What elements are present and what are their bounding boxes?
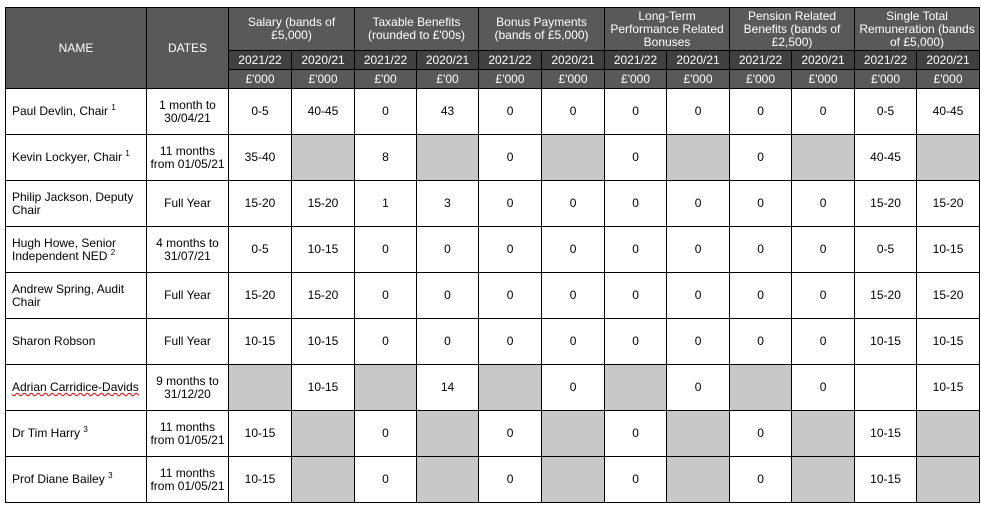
value-cell: 14 xyxy=(417,365,479,411)
value-cell: 15-20 xyxy=(229,181,292,227)
value-cell: 0 xyxy=(730,457,792,503)
value-cell: 0 xyxy=(667,319,730,365)
header-year: 2021/22 xyxy=(730,51,792,70)
member-name-cell xyxy=(6,319,147,365)
value-cell: 0 xyxy=(479,227,542,273)
member-name-cell xyxy=(6,457,147,503)
value-cell: 10-15 xyxy=(855,319,917,365)
value-cell: 0 xyxy=(730,227,792,273)
member-name: Philip Jackson, Deputy Chair xyxy=(12,189,134,217)
value-cell: 0 xyxy=(417,227,479,273)
value-cell: 0 xyxy=(605,273,667,319)
not-applicable-cell xyxy=(730,365,792,411)
value-cell: 0 xyxy=(605,319,667,365)
not-applicable-cell xyxy=(542,411,605,457)
footnote-marker: 2 xyxy=(110,247,116,257)
value-cell xyxy=(855,365,917,411)
value-cell: 0 xyxy=(355,89,417,135)
not-applicable-cell xyxy=(605,365,667,411)
value-cell: 0 xyxy=(542,319,605,365)
header-year: 2020/21 xyxy=(292,51,355,70)
value-cell: 0 xyxy=(479,411,542,457)
value-cell: 0 xyxy=(730,319,792,365)
value-cell: 0 xyxy=(542,227,605,273)
table-row xyxy=(6,89,980,135)
header-name: NAME xyxy=(6,8,147,89)
value-cell: 10-15 xyxy=(855,457,917,503)
header-group-long-term-bonuses: Long-Term Performance Related Bonuses xyxy=(605,8,730,51)
value-cell: 0 xyxy=(667,273,730,319)
member-name: Kevin Lockyer, Chair xyxy=(12,150,123,164)
not-applicable-cell xyxy=(355,365,417,411)
not-applicable-cell xyxy=(417,135,479,181)
value-cell: 0 xyxy=(792,181,855,227)
member-name-cell xyxy=(6,181,147,227)
value-cell: 0 xyxy=(479,89,542,135)
header-year: 2020/21 xyxy=(417,51,479,70)
value-cell: 8 xyxy=(355,135,417,181)
value-cell: 0 xyxy=(355,319,417,365)
value-cell: 0 xyxy=(605,181,667,227)
header-unit: £'000 xyxy=(542,70,605,89)
value-cell: 0 xyxy=(730,273,792,319)
remuneration-table xyxy=(5,7,980,503)
header-unit: £'000 xyxy=(667,70,730,89)
value-cell: 0 xyxy=(792,365,855,411)
dates-cell: Full Year xyxy=(147,319,229,365)
footnote-marker: 1 xyxy=(125,149,130,158)
member-name: Dr Tim Harry xyxy=(12,426,80,440)
value-cell: 35-40 xyxy=(229,135,292,181)
not-applicable-cell xyxy=(792,457,855,503)
value-cell: 0 xyxy=(605,411,667,457)
value-cell: 10-15 xyxy=(917,319,980,365)
value-cell: 0 xyxy=(730,181,792,227)
header-group-pension-benefits: Pension Related Benefits (bands of £2,500) xyxy=(730,8,855,51)
not-applicable-cell xyxy=(542,457,605,503)
value-cell: 0 xyxy=(355,273,417,319)
footnote-marker: 3 xyxy=(83,425,88,434)
value-cell: 0 xyxy=(667,227,730,273)
header-unit: £'000 xyxy=(479,70,542,89)
header-year: 2020/21 xyxy=(542,51,605,70)
value-cell: 1 xyxy=(355,181,417,227)
value-cell: 10-15 xyxy=(229,457,292,503)
value-cell: 0 xyxy=(417,319,479,365)
header-unit: £'000 xyxy=(855,70,917,89)
not-applicable-cell xyxy=(667,411,730,457)
value-cell: 15-20 xyxy=(292,181,355,227)
table-row xyxy=(6,135,980,181)
not-applicable-cell xyxy=(292,411,355,457)
value-cell: 0-5 xyxy=(855,89,917,135)
value-cell: 0 xyxy=(792,89,855,135)
header-year: 2020/21 xyxy=(667,51,730,70)
not-applicable-cell xyxy=(917,411,980,457)
member-name: Adrian Carridice-Davids xyxy=(12,380,139,394)
value-cell: 0-5 xyxy=(229,89,292,135)
not-applicable-cell xyxy=(229,365,292,411)
value-cell: 10-15 xyxy=(917,227,980,273)
header-group-bonus-payments: Bonus Payments (bands of £5,000) xyxy=(479,8,605,51)
value-cell: 15-20 xyxy=(855,181,917,227)
value-cell: 0 xyxy=(792,227,855,273)
header-unit: £'000 xyxy=(917,70,980,89)
header-group-single-total: Single Total Remuneration (bands of £5,000) xyxy=(855,8,980,51)
header-group-taxable-benefits: Taxable Benefits (rounded to £'00s) xyxy=(355,8,479,51)
table-row xyxy=(6,365,980,411)
value-cell: 15-20 xyxy=(855,273,917,319)
footnote-marker: 3 xyxy=(108,471,113,480)
value-cell: 0 xyxy=(542,181,605,227)
dates-cell: Full Year xyxy=(147,273,229,319)
header-year: 2021/22 xyxy=(479,51,542,70)
value-cell: 0 xyxy=(542,89,605,135)
header-dates: DATES xyxy=(147,8,229,89)
header-year: 2021/22 xyxy=(605,51,667,70)
value-cell: 15-20 xyxy=(917,181,980,227)
value-cell: 0 xyxy=(479,135,542,181)
value-cell: 0 xyxy=(730,135,792,181)
value-cell: 0 xyxy=(667,89,730,135)
header-year: 2020/21 xyxy=(917,51,980,70)
member-name-cell xyxy=(6,365,147,411)
header-unit: £'000 xyxy=(792,70,855,89)
table-row xyxy=(6,319,980,365)
member-name: Prof Diane Bailey xyxy=(12,472,105,486)
not-applicable-cell xyxy=(792,135,855,181)
dates-cell: 11 months from 01/05/21 xyxy=(147,135,229,181)
table-row xyxy=(6,411,980,457)
value-cell: 0 xyxy=(479,319,542,365)
member-name: Hugh Howe, Senior Independent NED xyxy=(12,235,117,263)
value-cell: 15-20 xyxy=(229,273,292,319)
not-applicable-cell xyxy=(667,457,730,503)
value-cell: 0 xyxy=(355,227,417,273)
table-row xyxy=(6,227,980,273)
not-applicable-cell xyxy=(792,411,855,457)
value-cell: 0 xyxy=(605,227,667,273)
header-year: 2020/21 xyxy=(792,51,855,70)
dates-cell: 9 months to 31/12/20 xyxy=(147,365,229,411)
value-cell: 40-45 xyxy=(855,135,917,181)
value-cell: 15-20 xyxy=(292,273,355,319)
header-unit: £'000 xyxy=(292,70,355,89)
value-cell: 0 xyxy=(730,89,792,135)
not-applicable-cell xyxy=(292,135,355,181)
dates-cell: 1 month to 30/04/21 xyxy=(147,89,229,135)
value-cell: 3 xyxy=(417,181,479,227)
value-cell: 10-15 xyxy=(292,319,355,365)
not-applicable-cell xyxy=(417,457,479,503)
not-applicable-cell xyxy=(417,411,479,457)
header-unit: £'000 xyxy=(229,70,292,89)
value-cell: 0 xyxy=(479,457,542,503)
not-applicable-cell xyxy=(479,365,542,411)
value-cell: 0 xyxy=(730,411,792,457)
footnote-marker: 1 xyxy=(111,103,116,112)
value-cell: 10-15 xyxy=(917,365,980,411)
header-unit: £'00 xyxy=(417,70,479,89)
value-cell: 0 xyxy=(417,273,479,319)
table-row xyxy=(6,457,980,503)
member-name-cell xyxy=(6,227,147,273)
not-applicable-cell xyxy=(917,135,980,181)
member-name-cell xyxy=(6,89,147,135)
value-cell: 0 xyxy=(605,89,667,135)
header-unit: £'000 xyxy=(730,70,792,89)
value-cell: 0 xyxy=(667,365,730,411)
value-cell: 10-15 xyxy=(292,365,355,411)
header-unit: £'00 xyxy=(355,70,417,89)
dates-cell: 4 months to 31/07/21 xyxy=(147,227,229,273)
header-year: 2021/22 xyxy=(229,51,292,70)
member-name: Andrew Spring, Audit Chair xyxy=(12,281,125,309)
member-name: Sharon Robson xyxy=(12,334,96,348)
not-applicable-cell xyxy=(667,135,730,181)
member-name: Paul Devlin, Chair xyxy=(12,104,109,118)
value-cell: 0 xyxy=(605,457,667,503)
dates-cell: Full Year xyxy=(147,181,229,227)
value-cell: 43 xyxy=(417,89,479,135)
header-year: 2021/22 xyxy=(855,51,917,70)
value-cell: 0 xyxy=(479,181,542,227)
table-row xyxy=(6,273,980,319)
member-name-cell xyxy=(6,135,147,181)
value-cell: 15-20 xyxy=(917,273,980,319)
value-cell: 10-15 xyxy=(229,411,292,457)
value-cell: 0 xyxy=(479,273,542,319)
header-unit: £'000 xyxy=(605,70,667,89)
value-cell: 10-15 xyxy=(855,411,917,457)
value-cell: 0 xyxy=(605,135,667,181)
not-applicable-cell xyxy=(542,135,605,181)
value-cell: 10-15 xyxy=(229,319,292,365)
value-cell: 40-45 xyxy=(292,89,355,135)
member-name-cell xyxy=(6,273,147,319)
dates-cell: 11 months from 01/05/21 xyxy=(147,457,229,503)
value-cell: 40-45 xyxy=(917,89,980,135)
value-cell: 0 xyxy=(792,273,855,319)
header-year: 2021/22 xyxy=(355,51,417,70)
value-cell: 0 xyxy=(355,411,417,457)
table-row xyxy=(6,181,980,227)
value-cell: 0-5 xyxy=(229,227,292,273)
not-applicable-cell xyxy=(917,457,980,503)
member-name-cell xyxy=(6,411,147,457)
header-group-salary: Salary (bands of £5,000) xyxy=(229,8,355,51)
value-cell: 0 xyxy=(792,319,855,365)
value-cell: 10-15 xyxy=(292,227,355,273)
value-cell: 0 xyxy=(542,365,605,411)
not-applicable-cell xyxy=(292,457,355,503)
value-cell: 0 xyxy=(667,181,730,227)
value-cell: 0 xyxy=(542,273,605,319)
dates-cell: 11 months from 01/05/21 xyxy=(147,411,229,457)
value-cell: 0 xyxy=(355,457,417,503)
value-cell: 0-5 xyxy=(855,227,917,273)
